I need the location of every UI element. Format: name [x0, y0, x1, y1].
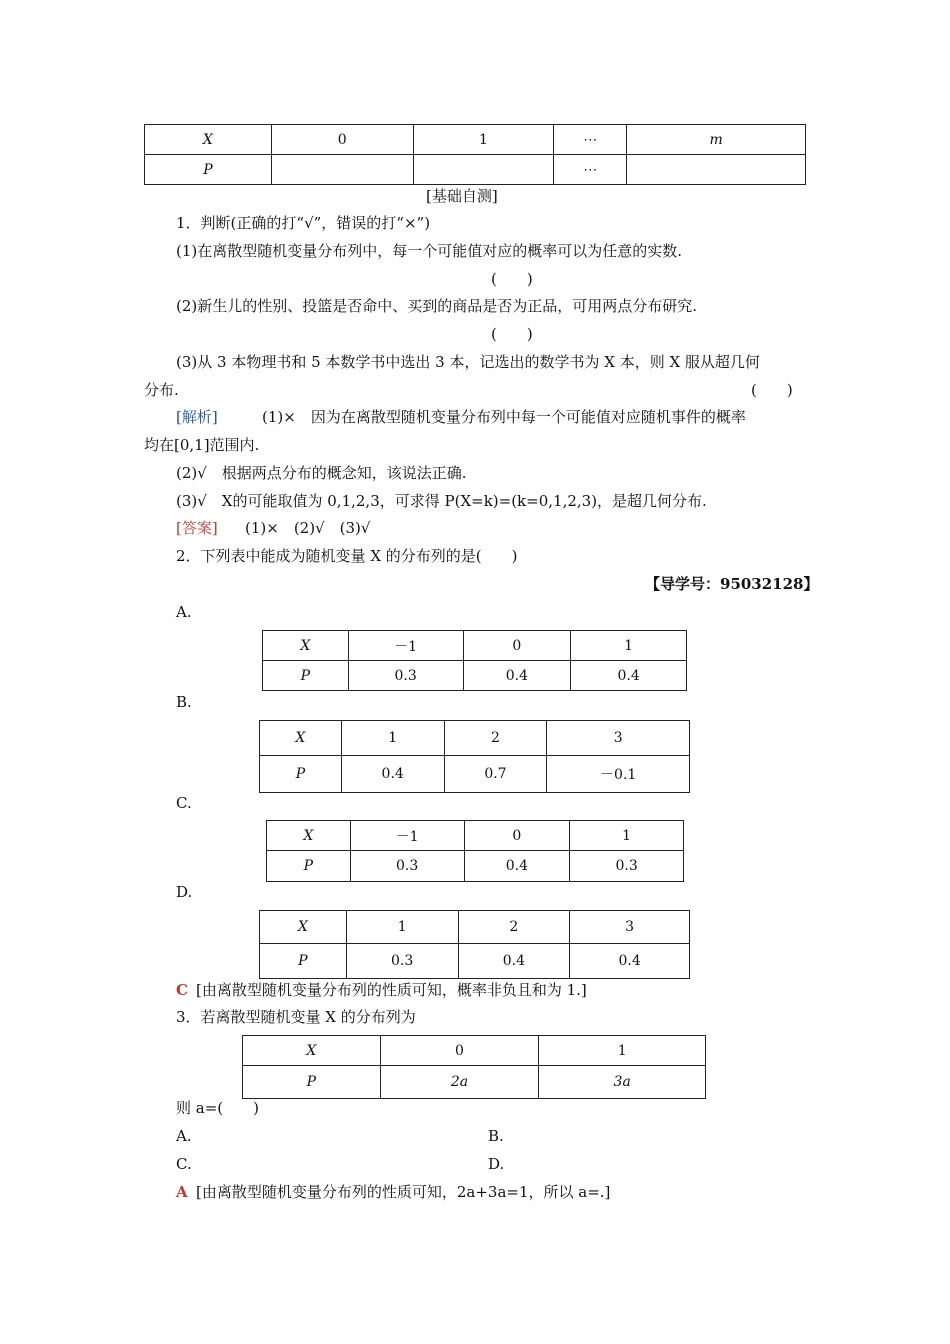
table-cell: 1: [539, 1036, 706, 1066]
option-c-table: [266, 820, 684, 882]
table-cell: 0.3: [346, 944, 458, 979]
jiexi-2: (2)√ 根据两点分布的概念知，该说法正确.: [176, 464, 467, 482]
table-cell: [627, 155, 806, 185]
q2-answer-letter: C: [176, 981, 188, 999]
table-cell: 2a: [380, 1066, 539, 1099]
table-cell: －0.1: [547, 756, 690, 793]
table-cell: 0.4: [458, 944, 570, 979]
q1-item3-line2: 分布.: [144, 381, 179, 399]
option-d-table: [259, 910, 690, 979]
option-label-c: C.: [176, 794, 192, 812]
section-title: [基础自测]: [426, 187, 498, 205]
q1-item2-paren: ( ): [491, 325, 533, 343]
q3-option-d: D.: [488, 1155, 505, 1173]
table-cell: 0.7: [444, 756, 547, 793]
table-cell: X: [260, 911, 347, 944]
table-cell: P: [260, 944, 347, 979]
table-cell: 0.4: [464, 851, 570, 882]
table-cell: 0: [380, 1036, 539, 1066]
table-cell: X: [263, 631, 349, 661]
option-b-table: [259, 720, 690, 793]
table-cell: －1: [348, 631, 463, 661]
q1-stem: 1．判断(正确的打“√”，错误的打“×”): [176, 214, 431, 232]
table-cell: P: [267, 851, 351, 882]
q2-answer-text: [由离散型随机变量分布列的性质可知，概率非负且和为 1.]: [196, 981, 587, 999]
table-cell: 0: [464, 821, 570, 851]
table-cell: 2: [444, 721, 547, 756]
table-cell: 0.3: [348, 661, 463, 691]
q3-ask: 则 a=( ): [176, 1099, 259, 1117]
table-cell: 0.4: [463, 661, 571, 691]
q1-item3-line1: (3)从 3 本物理书和 5 本数学书中选出 3 本，记选出的数学书为 X 本，则 X 服从超几何: [176, 353, 760, 371]
table-cell: 0.3: [350, 851, 464, 882]
table-cell: [413, 155, 554, 185]
table-cell: P: [260, 756, 342, 793]
table-cell: 1: [413, 125, 554, 155]
q3-answer-letter: A: [176, 1183, 188, 1201]
table-cell: X: [260, 721, 342, 756]
table-cell: m: [627, 125, 806, 155]
table-cell: ⋯: [554, 125, 627, 155]
q1-item1: (1)在离散型随机变量分布列中，每一个可能值对应的概率可以为任意的实数.: [176, 242, 683, 260]
table-cell: P: [145, 155, 272, 185]
q3-table: [242, 1035, 706, 1099]
table-cell: 0.4: [570, 944, 690, 979]
table-cell: X: [145, 125, 272, 155]
table-cell: 3: [547, 721, 690, 756]
jiexi-3: (3)√ X的可能取值为 0,1,2,3，可求得 P(X=k)=(k=0,1,2,3)，是超几何分布.: [176, 492, 707, 510]
table-cell: 1: [571, 631, 687, 661]
q1-item2: (2)新生儿的性别、投篮是否命中、买到的商品是否为正品，可用两点分布研究.: [176, 297, 698, 315]
q3-option-b: B.: [488, 1127, 504, 1145]
table-cell: ⋯: [554, 155, 627, 185]
jiexi-tag: [解析]: [176, 408, 218, 426]
table-cell: 0: [463, 631, 571, 661]
table-cell: 3a: [539, 1066, 706, 1099]
table-cell: 1: [341, 721, 444, 756]
table-cell: 3: [570, 911, 690, 944]
table-cell: X: [267, 821, 351, 851]
table-cell: X: [243, 1036, 381, 1066]
table-cell: P: [243, 1066, 381, 1099]
guide-number: 【导学号：95032128】: [645, 575, 819, 593]
daan-text: (1)× (2)√ (3)√: [245, 519, 371, 537]
q2-stem: 2．下列表中能成为随机变量 X 的分布列的是( ): [176, 547, 518, 565]
table-cell: 0: [271, 125, 413, 155]
q3-option-a: A.: [176, 1127, 192, 1145]
table-cell: －1: [350, 821, 464, 851]
option-label-d: D.: [176, 883, 193, 901]
table-cell: 1: [570, 821, 684, 851]
table-cell: 0.4: [341, 756, 444, 793]
table-cell: 0.3: [570, 851, 684, 882]
daan-tag: [答案]: [176, 519, 218, 537]
option-label-b: B.: [176, 693, 192, 711]
table-cell: P: [263, 661, 349, 691]
top-distribution-table: [144, 124, 806, 185]
q1-item1-paren: ( ): [491, 270, 533, 288]
q1-item3-paren: ( ): [751, 381, 793, 399]
q3-option-c: C.: [176, 1155, 192, 1173]
option-a-table: [262, 630, 687, 691]
jiexi-1-line1: (1)× 因为在离散型随机变量分布列中每一个可能值对应随机事件的概率: [262, 408, 746, 426]
q3-answer-text: [由离散型随机变量分布列的性质可知，2a+3a=1，所以 a=.]: [196, 1183, 611, 1201]
table-cell: 1: [346, 911, 458, 944]
table-cell: [271, 155, 413, 185]
q3-stem: 3．若离散型随机变量 X 的分布列为: [176, 1008, 416, 1026]
table-cell: 0.4: [571, 661, 687, 691]
option-label-a: A.: [176, 603, 192, 621]
table-cell: 2: [458, 911, 570, 944]
jiexi-1-line2: 均在[0,1]范围内.: [144, 436, 260, 454]
